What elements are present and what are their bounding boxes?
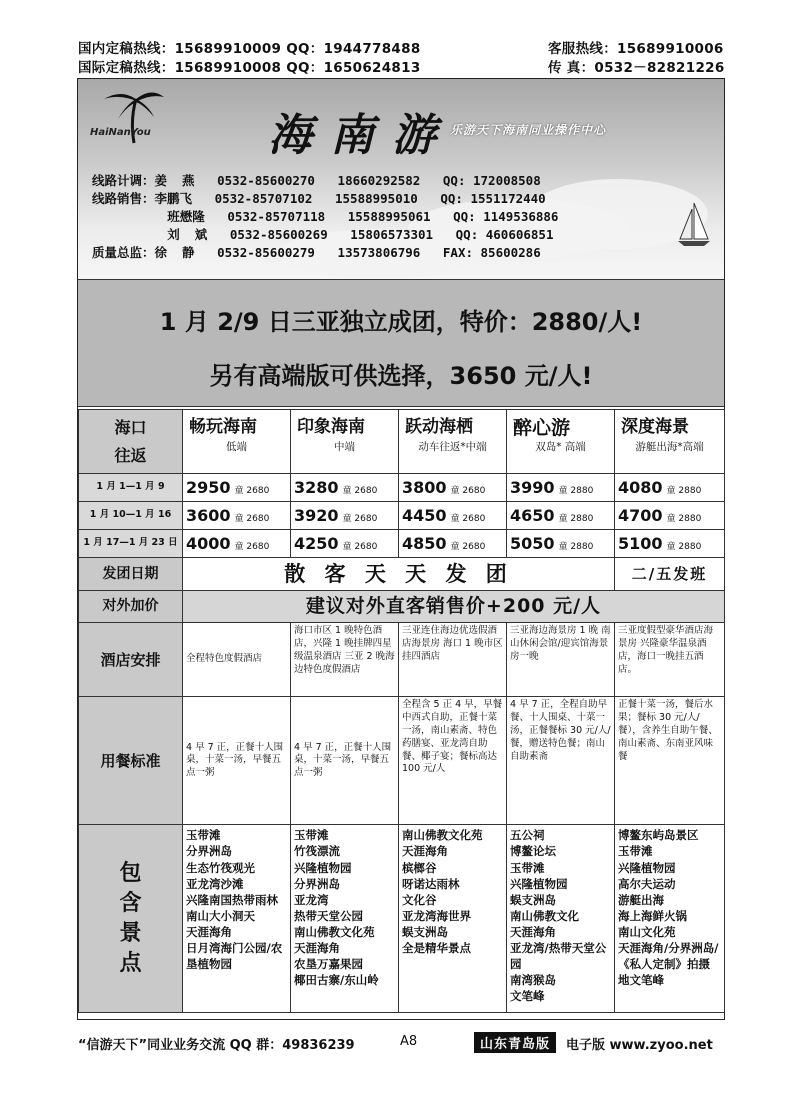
date-range: 1 月 17—1 月 23 日	[79, 530, 183, 558]
price-cell: 4250 童 2680	[291, 530, 399, 558]
edition-badge: 山东青岛版	[474, 1032, 556, 1053]
promo-line-1: 1 月 2/9 日三亚独立成团，特价：2880/人!	[159, 308, 643, 336]
hotel-cell: 三亚连住海边优选假酒店海景房 海口 1 晚市区挂四酒店	[399, 623, 507, 697]
hotel-cell: 海口市区 1 晚特色酒店，兴隆 1 晚挂牌四星级温泉酒店 三亚 2 晚海边特色度假酒店	[291, 623, 399, 697]
price-cell: 2950 童 2680	[183, 474, 291, 502]
price-cell: 4650 童 2880	[507, 502, 615, 530]
contact-line: 刘 斌 0532-85600269 15806573301 QQ: 460606851	[92, 227, 554, 242]
meal-cell: 4 早 7 正，全程自助早餐、十人围桌、十菜一汤，正餐餐标 30 元/人/餐，赠送特色餐；南山自助素斋	[507, 697, 615, 825]
column-header: 畅玩海南 低端	[183, 410, 291, 474]
meal-cell: 4 早 7 正，正餐十人围桌，十菜一汤，早餐五点一粥	[291, 697, 399, 825]
promo-line-2: 另有高端版可供选择，3650 元/人!	[209, 362, 593, 390]
markup-value: 建议对外直客销售价+200 元/人	[183, 591, 725, 623]
column-header: 印象海南 中端	[291, 410, 399, 474]
price-cell: 5050 童 2880	[507, 530, 615, 558]
sight-label: 包含景点	[79, 825, 183, 1013]
date-range: 1 月 10—1 月 16	[79, 502, 183, 530]
hotel-cell: 三亚海边海景房 1 晚 南山休闲会馆/迎宾馆海景房一晚	[507, 623, 615, 697]
price-cell: 3990 童 2880	[507, 474, 615, 502]
logo-text: HaiNanYou	[90, 127, 151, 138]
hotel-cell: 全程特色度假酒店	[183, 623, 291, 697]
price-cell: 3280 童 2680	[291, 474, 399, 502]
price-cell: 3600 童 2680	[183, 502, 291, 530]
domestic-hotline: 国内定稿热线：15689910009 QQ：1944778488	[78, 41, 421, 57]
footer-qq-group: “信游天下”同业业务交流 QQ 群：49836239	[78, 1038, 355, 1053]
page-number: A8	[400, 1034, 418, 1049]
price-cell: 3920 童 2680	[291, 502, 399, 530]
hotel-label: 酒店安排	[79, 623, 183, 697]
sailboat-icon	[674, 199, 714, 249]
meal-cell: 全程含 5 正 4 早，早餐中西式自助，正餐十菜一汤，南山素斋、特色药膳宴、亚龙湾自助餐、椰子宴；餐标高达 100 元/人	[399, 697, 507, 825]
price-cell: 4700 童 2880	[615, 502, 725, 530]
column-header: 跃动海栖 动车往返*中端	[399, 410, 507, 474]
contact-line: 线路销售：李鹏飞 0532-85707102 15588995010 QQ: 1551172440	[92, 191, 546, 206]
price-cell: 4450 童 2680	[399, 502, 507, 530]
table-row	[79, 502, 725, 530]
slogan: 乐游天下海南同业操作中心	[450, 123, 607, 137]
brand-title: 海南游	[268, 110, 454, 161]
sight-cell: 南山佛教文化苑 天涯海角 槟榔谷 呀诺达雨林 文化谷 亚龙湾海世界 蜈支洲岛 全是精华景点	[399, 825, 507, 1013]
intl-hotline: 国际定稿热线：15689910008 QQ：1650624813	[78, 60, 421, 76]
departure-special: 二/五发班	[615, 558, 725, 591]
sight-cell: 玉带滩 竹筏漂流 兴隆植物园 分界洲岛 亚龙湾 热带天堂公园 南山佛教文化苑 天涯海角 农垦万嘉果园 椰田古寨/东山岭	[291, 825, 399, 1013]
sight-cell: 博鳌东屿岛景区 玉带滩 兴隆植物园 高尔夫运动 游艇出海 海上海鲜火锅 南山文化苑 天涯海角/分界洲岛/《私人定制》拍摄地文笔峰	[615, 825, 725, 1013]
price-cell: 4080 童 2880	[615, 474, 725, 502]
departure-value: 散 客 天 天 发 团	[183, 558, 615, 591]
website-link[interactable]: 电子版 www.zyoo.net	[566, 1038, 713, 1053]
price-cell: 5100 童 2880	[615, 530, 725, 558]
fax-line: 传 真：0532－82821226	[548, 60, 725, 76]
banner	[78, 79, 724, 279]
sight-cell: 五公祠 博鳌论坛 玉带滩 兴隆植物园 蜈支洲岛 南山佛教文化 天涯海角 亚龙湾/热带天堂公园 南湾猴岛 文笔峰	[507, 825, 615, 1013]
service-hotline: 客服热线：15689910006	[548, 41, 724, 57]
promo-box	[78, 279, 724, 407]
price-cell: 4850 童 2680	[399, 530, 507, 558]
meal-cell: 正餐十菜一汤，餐后水果；餐标 30 元/人/餐），含养生自助午餐、南山素斋、东南亚风味餐	[615, 697, 725, 825]
table-row	[79, 474, 725, 502]
column-header: 深度海景 游艇出海*高端	[615, 410, 725, 474]
meal-cell: 4 早 7 正，正餐十人围桌，十菜一汤，早餐五点一粥	[183, 697, 291, 825]
table-row	[79, 530, 725, 558]
price-table	[78, 409, 725, 1013]
price-cell: 4000 童 2680	[183, 530, 291, 558]
markup-label: 对外加价	[79, 591, 183, 623]
corner-cell: 海口 往返	[79, 410, 183, 474]
hotel-cell: 三亚度假型豪华酒店海景房 兴隆豪华温泉酒店，海口一晚挂五酒店。	[615, 623, 725, 697]
contact-line: 线路计调：姜 燕 0532-85600270 18660292582 QQ: 172008508	[92, 173, 541, 188]
column-header: 醉心游 双岛* 高端	[507, 410, 615, 474]
price-cell: 3800 童 2680	[399, 474, 507, 502]
sight-cell: 玉带滩 分界洲岛 生态竹筏观光 亚龙湾沙滩 兴隆南国热带雨林 南山大小洞天 天涯海角 日月湾海门公园/农垦植物园	[183, 825, 291, 1013]
date-range: 1 月 1—1 月 9	[79, 474, 183, 502]
contact-line: 班懋隆 0532-85707118 15588995061 QQ: 1149536886	[92, 209, 559, 224]
departure-label: 发团日期	[79, 558, 183, 591]
meal-label: 用餐标准	[79, 697, 183, 825]
contact-line: 质量总监：徐 静 0532-85600279 13573806796 FAX: 85600286	[92, 245, 541, 260]
